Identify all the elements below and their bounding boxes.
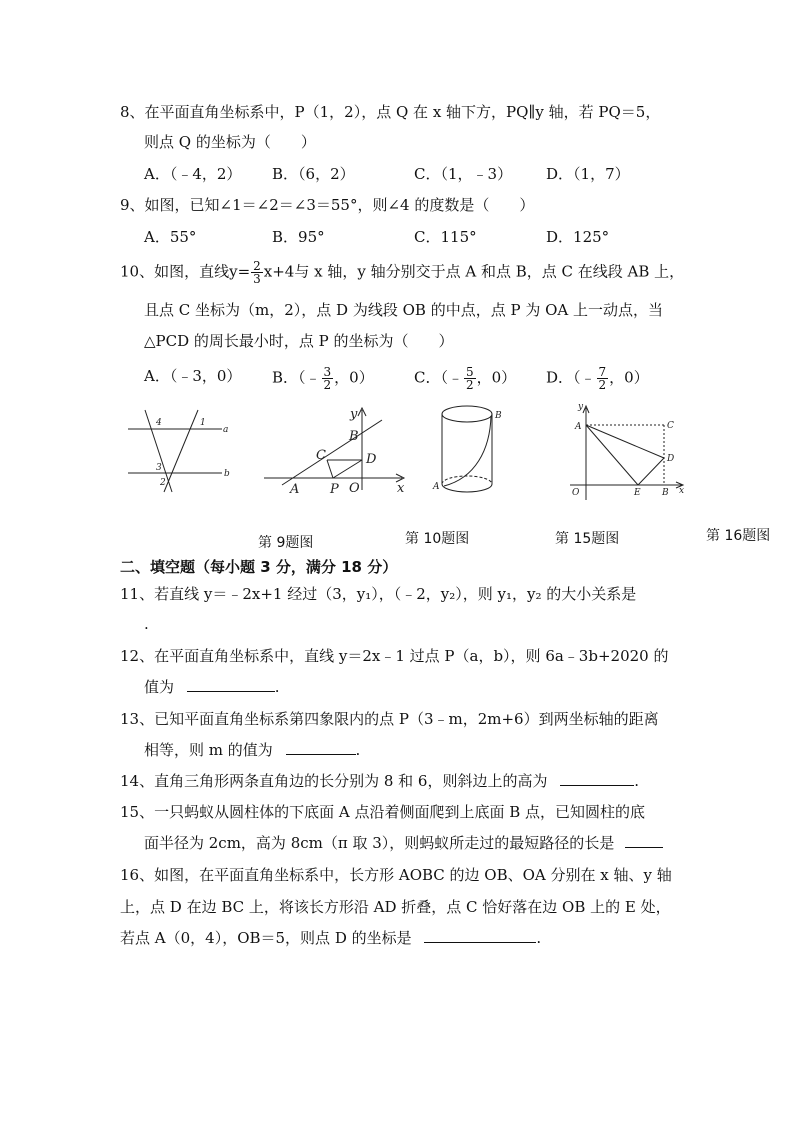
figures-svg bbox=[0, 0, 794, 530]
q11-line2: . bbox=[144, 615, 149, 633]
q9-option-c: C．115° bbox=[414, 228, 477, 246]
fig16-label-y: y bbox=[578, 402, 584, 412]
q15-line2 bbox=[144, 833, 663, 853]
caption-fig9: 第 9题图 bbox=[258, 535, 314, 551]
q14-end: . bbox=[634, 772, 640, 790]
fig16-label-e: E bbox=[634, 488, 641, 498]
q9-option-a: A．55° bbox=[144, 228, 197, 246]
q12-line1: 12、在平面直角坐标系中，直线 y＝2x﹣1 过点 P（a，b），则 6a﹣3b+2020 的 bbox=[120, 647, 669, 665]
fig9-label-2: 2 bbox=[160, 478, 166, 488]
figure-15 bbox=[442, 406, 492, 492]
fig10-label-o: O bbox=[349, 481, 360, 496]
q16-answer-blank[interactable] bbox=[424, 928, 536, 943]
fig16-label-d: D bbox=[667, 454, 675, 464]
fig16-labels bbox=[572, 402, 684, 498]
q10-option-c-num: 5 bbox=[465, 365, 474, 379]
fig10-label-c: C bbox=[316, 448, 326, 463]
fig15-label-b: B bbox=[495, 411, 502, 421]
q15-line2-text: 面半径为 2cm，高为 8cm（π 取 3），则蚂蚁所走过的最短路径的长是 bbox=[144, 834, 615, 852]
fig10-label-d: D bbox=[366, 452, 377, 467]
fig9-transversal-right bbox=[164, 410, 198, 492]
q15-answer-blank[interactable] bbox=[625, 833, 663, 848]
q8-option-b: B．（6，2） bbox=[272, 165, 355, 183]
section2-title: 二、填空题（每小题 3 分，满分 18 分） bbox=[120, 558, 398, 576]
q8-line1: 8、在平面直角坐标系中，P（1，2），点 Q 在 x 轴下方，PQ∥y 轴，若 PQ＝5， bbox=[120, 103, 661, 121]
fig15-label-a: A bbox=[433, 482, 440, 492]
q10-option-c-post: ，0） bbox=[476, 368, 517, 387]
q10-option-b-pre: B．（﹣ bbox=[272, 368, 321, 387]
fig15-bottom-back bbox=[442, 476, 492, 484]
q13-line2-text: 相等，则 m 的值为 bbox=[144, 741, 273, 759]
q16-line1: 16、如图，在平面直角坐标系中，长方形 AOBC 的边 OB、OA 分别在 x 轴、y 轴 bbox=[120, 866, 672, 884]
q14-line1 bbox=[120, 771, 639, 791]
q10-line3: △PCD 的周长最小时，点 P 的坐标为（ ） bbox=[144, 332, 454, 350]
fig16-fold-ad bbox=[586, 425, 664, 458]
q10-eq-den: 3 bbox=[253, 272, 261, 286]
q14-answer-blank[interactable] bbox=[560, 771, 634, 786]
fig10-label-a: A bbox=[290, 482, 300, 497]
fig16-label-a: A bbox=[575, 422, 582, 432]
fig9-label-1: 1 bbox=[200, 418, 206, 428]
q16-line3-text: 若点 A（0，4），OB＝5，则点 D 的坐标是 bbox=[120, 929, 412, 947]
fig10-labels bbox=[289, 407, 405, 497]
q8-option-a: A．（﹣4，2） bbox=[144, 165, 242, 183]
fig15-top-ellipse bbox=[442, 406, 492, 422]
q10-option-c-den: 2 bbox=[465, 378, 474, 392]
q9-option-b: B．95° bbox=[272, 228, 325, 246]
q10-prefix: 10、如图，直线 bbox=[120, 262, 230, 281]
fig9-label-b: b bbox=[224, 469, 230, 479]
q10-option-a: A．（﹣3，0） bbox=[144, 367, 242, 385]
q12-line2-text: 值为 bbox=[144, 678, 175, 696]
q10-eq-rest: x+4 bbox=[263, 262, 295, 281]
fig9-label-4: 4 bbox=[156, 418, 162, 428]
fig16-segment-ed bbox=[638, 458, 664, 485]
q11-line1: 11、若直线 y＝﹣2x+1 经过（3，y₁），（﹣2，y₂），则 y₁，y₂ 的大小关系是 bbox=[120, 585, 637, 603]
fig9-label-3: 3 bbox=[156, 463, 162, 473]
fig10-label-x: x bbox=[397, 481, 405, 496]
q14-text: 14、直角三角形两条直角边的长分别为 8 和 6，则斜边上的高为 bbox=[120, 772, 548, 790]
q12-line2 bbox=[144, 677, 280, 697]
q13-line1: 13、已知平面直角坐标系第四象限内的点 P（3﹣m，2m+6）到两坐标轴的距离 bbox=[120, 710, 659, 728]
q10-option-b-post: ，0） bbox=[334, 368, 374, 387]
fig16-label-x: x bbox=[679, 486, 685, 496]
fig16-segment-ae bbox=[586, 425, 638, 485]
q15-line1: 15、一只蚂蚁从圆柱体的下底面 A 点沿着侧面爬到上底面 B 点，已知圆柱的底 bbox=[120, 803, 646, 821]
q9-line1: 9、如图，已知∠1＝∠2＝∠3＝55°，则∠4 的度数是（ ） bbox=[120, 196, 535, 214]
q9-option-d: D．125° bbox=[546, 228, 610, 246]
q10-option-d-den: 2 bbox=[598, 378, 607, 392]
fig9-label-a: a bbox=[223, 425, 229, 435]
q16-line2: 上，点 D 在边 BC 上，将该长方形沿 AD 折叠，点 C 恰好落在边 OB 上的 E 处， bbox=[120, 898, 671, 916]
q16-end: . bbox=[536, 929, 542, 947]
fig15-bottom-front bbox=[442, 484, 492, 492]
q10-option-d-pre: D．（﹣ bbox=[546, 368, 596, 387]
q10-eq-num: 2 bbox=[253, 259, 261, 273]
caption-fig15: 第 15题图 bbox=[555, 531, 620, 547]
fig16-label-b: B bbox=[662, 488, 669, 498]
q10-option-b-num: 3 bbox=[323, 365, 332, 379]
fig10-label-y: y bbox=[350, 407, 358, 422]
q13-line2 bbox=[144, 740, 360, 760]
fig15-ant-path bbox=[444, 416, 491, 486]
q13-end: . bbox=[355, 741, 361, 759]
q8-option-c: C．（1，﹣3） bbox=[414, 165, 513, 183]
q10-option-d-num: 7 bbox=[598, 365, 607, 379]
q8-option-d: D．（1，7） bbox=[546, 165, 630, 183]
q8-line2: 则点 Q 的坐标为（ ） bbox=[144, 133, 316, 151]
figure-10 bbox=[264, 408, 404, 490]
q12-end: . bbox=[274, 678, 280, 696]
fig16-label-c: C bbox=[667, 421, 674, 431]
q10-option-c-pre: C．（﹣ bbox=[414, 368, 463, 387]
q12-answer-blank[interactable] bbox=[187, 677, 275, 692]
q10-suffix: 与 x 轴，y 轴分别交于点 A 和点 B，点 C 在线段 AB 上， bbox=[294, 262, 685, 281]
q10-eq-y: y= bbox=[229, 262, 251, 281]
q10-option-d-post: ，0） bbox=[609, 368, 649, 387]
q16-line3 bbox=[120, 928, 541, 948]
fig10-label-b: B bbox=[349, 429, 359, 444]
fig10-label-p: P bbox=[330, 482, 339, 497]
fig10-segment-cp bbox=[327, 460, 333, 478]
caption-fig16: 第 16题图 bbox=[706, 528, 771, 544]
fig10-segment-pd bbox=[333, 460, 362, 478]
caption-fig10: 第 10题图 bbox=[405, 531, 470, 547]
q13-answer-blank[interactable] bbox=[286, 740, 356, 755]
q10-line2: 且点 C 坐标为（m，2），点 D 为线段 OB 的中点，点 P 为 OA 上一动点，当 bbox=[144, 301, 663, 319]
fig16-label-o: O bbox=[572, 488, 580, 498]
figure-9 bbox=[128, 410, 222, 492]
q10-option-b-den: 2 bbox=[323, 378, 332, 392]
